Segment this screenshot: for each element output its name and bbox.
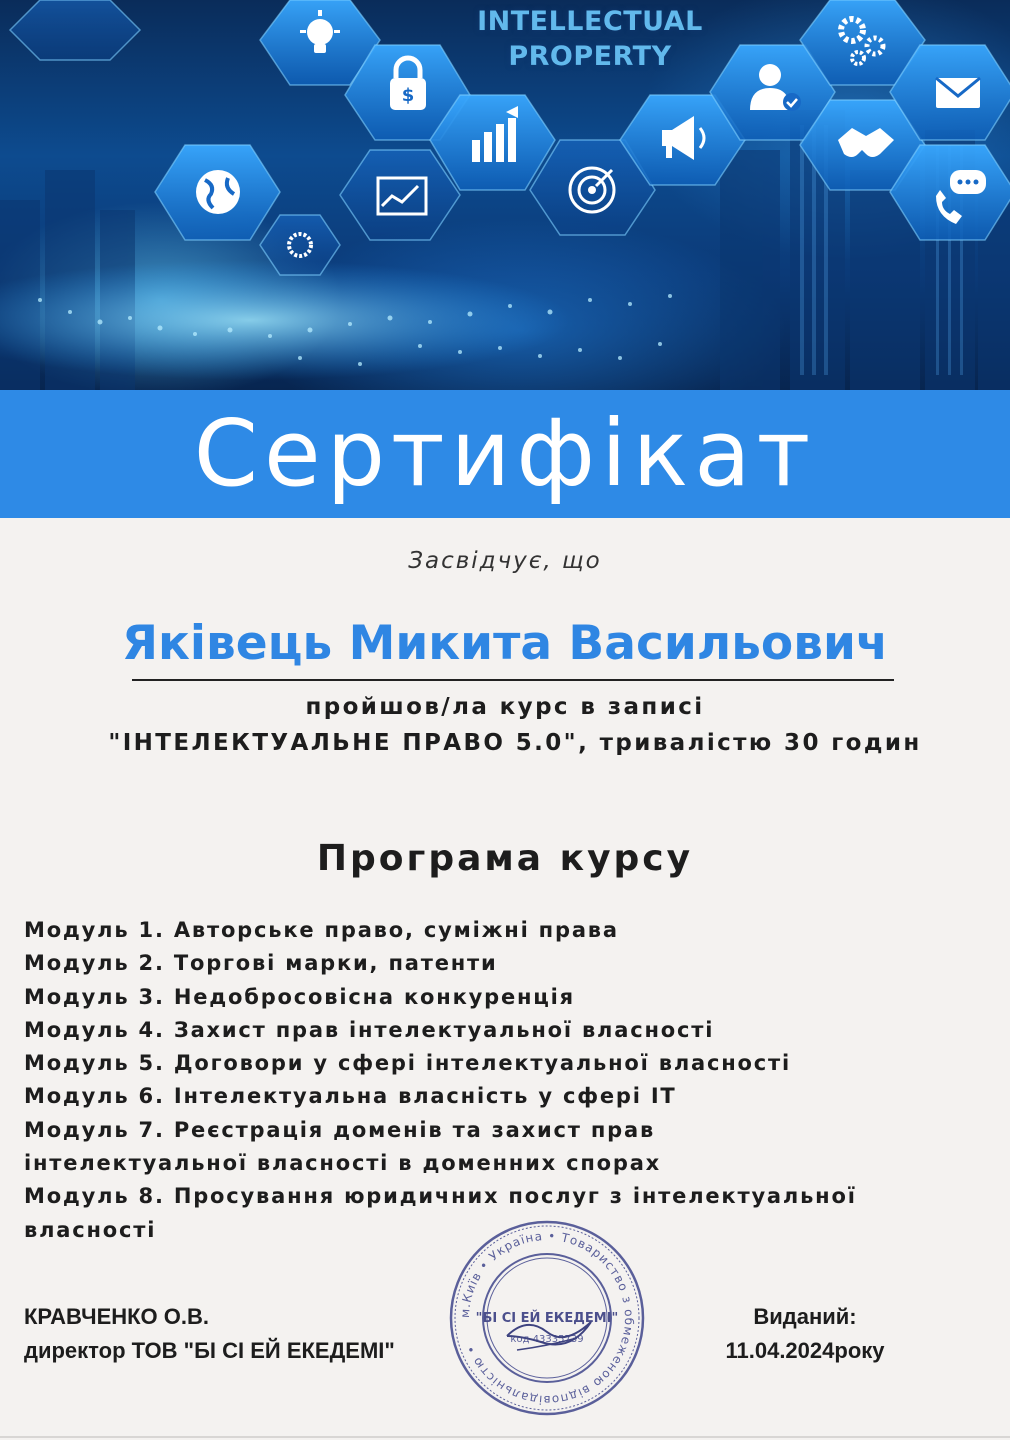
confirms-text: Засвідчує, що	[408, 548, 602, 574]
envelope-icon	[936, 78, 980, 108]
module-item: Модуль 1. Авторське право, суміжні права	[24, 918, 619, 942]
hex-linechart	[340, 150, 460, 240]
signer-title: директор ТОВ "БІ СІ ЕЙ ЕКЕДЕМІ"	[24, 1338, 395, 1363]
issued-date: 11.04.2024року	[725, 1338, 885, 1363]
module-item: Модуль 7. Реєстрація доменів та захист прав інтелектуальної власності в доменних спорах	[24, 1117, 662, 1176]
stamp-center-text: "БІ СІ ЕЙ ЕКЕДЕМІ"	[475, 1311, 619, 1326]
signer-block	[24, 1300, 395, 1368]
program-heading: Програма курсу	[316, 838, 694, 879]
recipient-name: Яківець Микита Васильович	[121, 616, 889, 671]
globe-icon	[196, 170, 240, 214]
module-item: Модуль 4. Захист прав інтелектуальної власності	[24, 1017, 715, 1042]
module-item: Модуль 8. Просування юридичних послуг з інтелектуальної власності	[24, 1184, 857, 1242]
stamp-ring-text: м.Київ • Україна • Товариство з обмеженою відповідальністю •	[457, 1228, 637, 1408]
title-band	[0, 390, 1010, 518]
stamp-code-text: код 43335739	[510, 1334, 584, 1345]
page-bottom-border	[0, 1436, 1010, 1438]
banner-title	[440, 4, 740, 74]
signer-name: КРАВЧЕНКО О.В.	[24, 1304, 210, 1329]
certificate-title: Сертифікат	[193, 400, 817, 507]
banner-title-line2: PROPERTY	[508, 41, 672, 72]
banner-title-line1: INTELLECTUAL	[477, 6, 703, 37]
svg-text:$: $	[401, 85, 415, 106]
light-wave	[0, 260, 570, 380]
course-description-line1: пройшов/ла курс в записі	[305, 694, 705, 720]
module-list	[24, 914, 984, 1247]
module-item: Модуль 6. Інтелектуальна власність у сфері ІТ	[24, 1084, 677, 1109]
module-item: Модуль 5. Договори у сфері інтелектуальної власності	[24, 1051, 791, 1076]
hex-topleft	[10, 0, 140, 60]
course-description-line2: "ІНТЕЛЕКТУАЛЬНЕ ПРАВО 5.0", тривалістю 30 годин	[108, 730, 922, 756]
issued-block	[700, 1300, 910, 1368]
company-stamp	[447, 1218, 647, 1418]
name-underline	[132, 679, 894, 681]
issued-label: Виданий:	[753, 1304, 857, 1329]
module-item: Модуль 2. Торгові марки, патенти	[24, 951, 498, 976]
banner-image	[0, 0, 1010, 390]
module-item: Модуль 3. Недобросовісна конкуренція	[24, 984, 575, 1009]
